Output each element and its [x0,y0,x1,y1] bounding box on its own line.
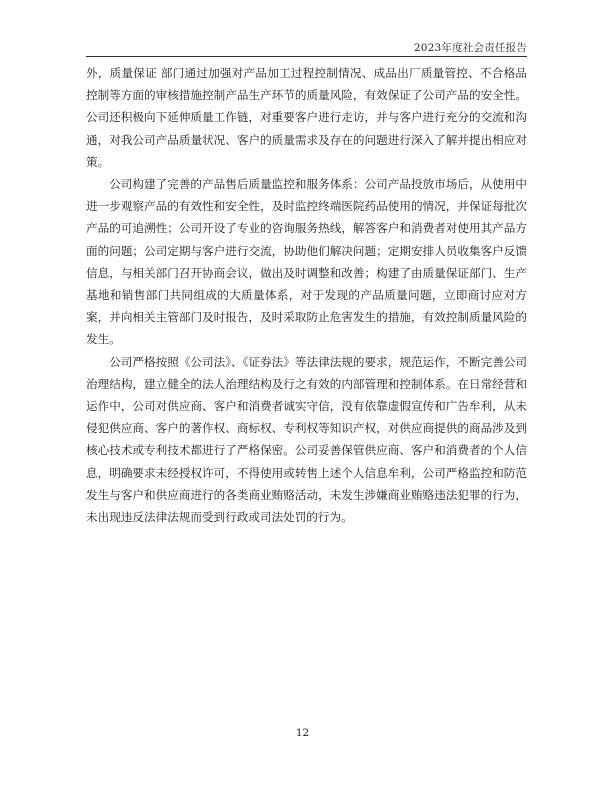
paragraph-quality-assurance: 外，质量保证 部门通过加强对产品加工过程控制情况、成品出厂质量管控、不合格品控制等方面的审核措施控制产品生产环节的质量风险，有效保证了公司产品的安全性。公司还积极向下延伸质量工作链，对重要客户进行走访，并与客户进行充分的交流和沟通，对我公司产品质量状况、客户的质量需求及存在的问题进行深入了解并提出相应对策。 [86,66,527,169]
paragraph-governance: 公司严格按照《公司法》、《证券法》等法律法规的要求，规范运作，不断完善公司治理结构，建立健全的法人治理结构及行之有效的内部管理和控制体系。在日常经营和运作中，公司对供应商、客户和消费者诚实守信，没有依靠虚假宣传和广告牟利，从未侵犯供应商、客户的著作权、商标权、专利权等知识产权，对供应商提供的商品涉及到核心技术或专利技术都进行了严格保密。公司妥善保管供应商、客户和消费者的个人信息，明确要求未经授权许可，不得使用或转售上述个人信息牟利，公司严格监控和防范发生与客户和供应商进行的各类商业贿赂活动，未发生涉嫌商业贿赂违法犯罪的行为，未出现违反法律法规而受到行政或司法处罚的行为。 [86,354,527,525]
header-divider [86,56,527,57]
body-text [86,62,527,528]
page-header-title: 2023年度社会责任报告 [413,42,527,54]
page-number: 12 [295,727,310,739]
paragraph-after-sales-monitoring: 公司构建了完善的产品售后质量监控和服务体系：公司产品投放市场后，从使用中进一步观察产品的有效性和安全性，及时监控终端医院药品使用的情况，并保证每批次产品的可追溯性；公司开设了专业的咨询服务热线，解答客户和消费者对使用其产品方面的问题；公司定期与客户进行交流，协助他们解决问题；定期安排人员收集客户反馈信息，与相关部门召开协商会议，做出及时调整和改善；构建了由质量保证部门、生产基地和销售部门共同组成的大质量体系，对于发现的产品质量问题，立即商讨应对方案，并向相关主管部门及时报告，及时采取防止危害发生的措施，有效控制质量风险的发生。 [86,177,527,347]
